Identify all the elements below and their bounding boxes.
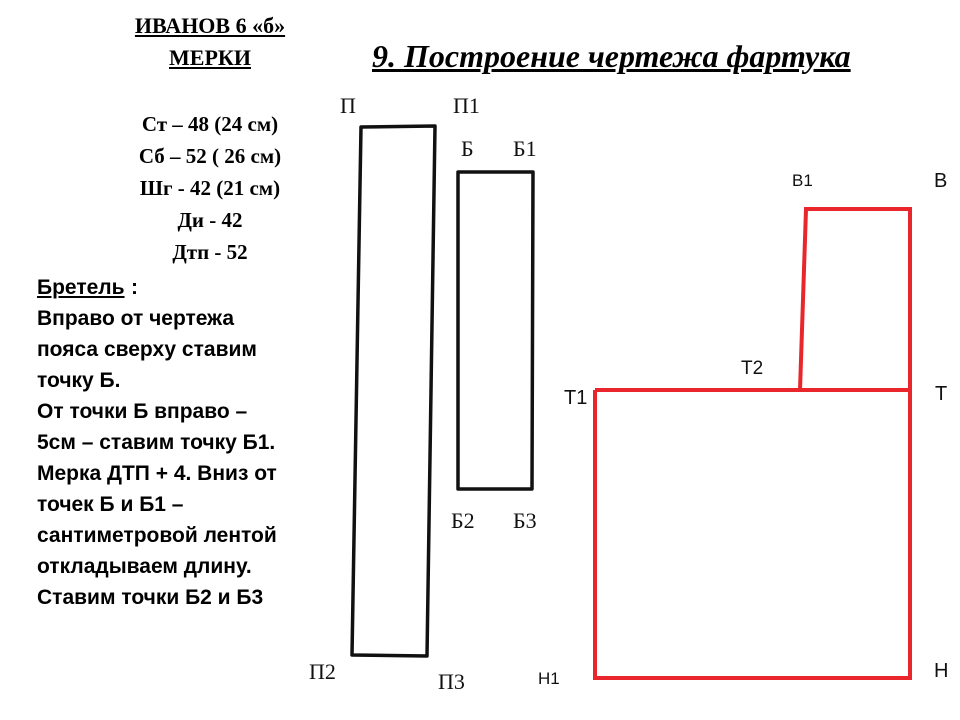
strap-line: откладываем длину. [37,555,252,578]
strap-line: Ставим точки Б2 и Б3 [37,586,264,609]
label-t1: Т1 [564,387,588,409]
strap-line: точку Б. [37,369,121,392]
label-b2: Б2 [451,508,475,533]
strap-line: сантиметровой лентой [37,524,277,547]
strap-line: Мерка ДТП + 4. Вниз от [37,462,277,485]
strap-line: точек Б и Б1 – [37,493,184,516]
strap-line: От точки Б вправо – [37,400,248,423]
label-p: П [340,93,356,118]
label-b3: Б3 [513,508,537,533]
student-name: ИВАНОВ 6 «б» [134,13,286,38]
strap-line: пояса сверху ставим [37,338,257,361]
label-p1: П1 [453,93,480,118]
label-b: Б [461,136,474,161]
belt-outline [352,126,435,656]
label-n: Н [934,660,949,682]
strap-outline [458,172,533,489]
label-p3: П3 [438,669,465,694]
label-n1: Н1 [538,669,560,688]
label-b1: Б1 [513,136,537,161]
strap-heading-colon: : [131,276,138,299]
slide-title: 9. Построение чертежа фартука [372,38,851,74]
label-t2: Т2 [741,358,764,379]
label-t: Т [935,383,948,405]
measurement-dtp: Дтп - 52 [172,240,248,264]
strap-line: Вправо от чертежа [37,307,235,330]
strap-line: 5см – ставим точку Б1. [37,431,276,454]
measurement-sb: Сб – 52 ( 26 см) [138,144,282,168]
label-v: В [934,170,948,192]
apron-outline [595,209,910,678]
measurements-heading: МЕРКИ [169,45,251,70]
measurement-st: Ст – 48 (24 см) [141,112,279,136]
measurement-shg: Шг - 42 (21 см) [139,176,281,200]
label-p2: П2 [309,659,336,684]
strap-heading: Бретель [37,276,125,299]
label-v1: В1 [792,171,813,190]
measurement-di: Ди - 42 [177,208,243,232]
